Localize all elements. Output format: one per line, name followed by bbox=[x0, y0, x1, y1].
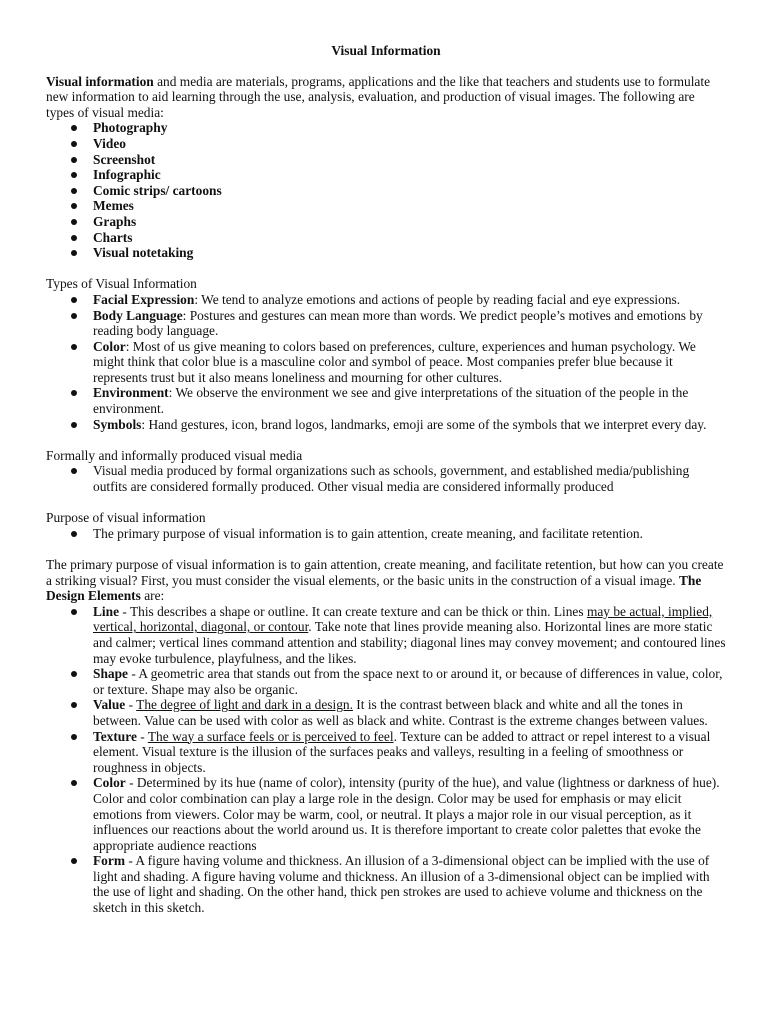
list-item bbox=[46, 167, 726, 183]
element-term: Value bbox=[93, 697, 126, 713]
type-text: : Hand gestures, icon, brand logos, landmarks, emoji are some of the symbols that we interpret every day. bbox=[141, 416, 707, 432]
element-text: - Determined by its hue (name of color), intensity (purity of the hue), and value (lightness or darkness of hue). Color and color combination can play a large role in the design. Color may be used for emphasis or may elicit emotions from viewers. Color may be warm, cool, or neutral. It plays a major role in our visual perception, as it influences our reactions about the world around us. It is therefore important to create color palettes that evoke the appropriate audience reactions bbox=[93, 775, 720, 853]
design-intro-bold: The Design Elements bbox=[46, 572, 702, 604]
list-item bbox=[46, 292, 726, 308]
element-underlined-text: The way a surface feels or is perceived to feel bbox=[147, 728, 394, 744]
media-type-label: Photography bbox=[93, 120, 168, 136]
document-page bbox=[46, 43, 726, 916]
type-term: Environment bbox=[93, 385, 169, 401]
element-term: Texture bbox=[93, 728, 137, 744]
formal-list bbox=[46, 463, 726, 494]
media-type-label: Infographic bbox=[93, 167, 161, 183]
intro-bold: Visual information bbox=[46, 73, 154, 89]
list-item bbox=[46, 230, 726, 246]
type-term: Symbols bbox=[93, 416, 142, 432]
media-type-label: Memes bbox=[93, 198, 134, 214]
media-type-label: Comic strips/ cartoons bbox=[93, 182, 222, 198]
list-item bbox=[46, 120, 726, 136]
element-text: - This describes a shape or outline. It can create texture and can be thick or thin. Lines bbox=[119, 603, 587, 619]
purpose-list bbox=[46, 526, 726, 542]
design-intro-paragraph bbox=[46, 557, 726, 604]
intro-paragraph bbox=[46, 74, 726, 121]
list-item bbox=[46, 136, 726, 152]
document-title: Visual Information bbox=[331, 43, 441, 58]
element-term: Form bbox=[93, 853, 125, 869]
element-term: Color bbox=[93, 775, 126, 791]
design-elements-list bbox=[46, 604, 726, 916]
purpose-heading: Purpose of visual information bbox=[46, 510, 206, 526]
type-text: : Postures and gestures can mean more than words. We predict people’s motives and emotions by reading body language. bbox=[93, 307, 703, 339]
list-item bbox=[46, 385, 726, 416]
list-item: Visual media produced by formal organizations such as schools, government, and established media/publishing outfits are considered formally produced. Other visual media are considered informally produced bbox=[46, 463, 726, 494]
list-item bbox=[46, 417, 726, 433]
list-item bbox=[46, 666, 726, 697]
element-text-tail: . Texture can be added to attract or repel interest to a visual element. Visual texture is the illusion of the surfaces peaks and valleys, resulting in a feeling of smoothness or roughness in objects. bbox=[93, 728, 711, 775]
list-item bbox=[46, 198, 726, 214]
media-type-label: Visual notetaking bbox=[93, 245, 194, 261]
element-text: - A geometric area that stands out from the space next to or around it, or because of differences in value, color, or texture. Shape may also be organic. bbox=[93, 666, 723, 697]
type-term: Color bbox=[93, 338, 126, 354]
media-type-label: Charts bbox=[93, 229, 133, 245]
media-types-list bbox=[46, 120, 726, 260]
element-text: - bbox=[125, 697, 137, 713]
media-type-label: Video bbox=[93, 135, 126, 151]
type-text: : We observe the environment we see and give interpretations of the situation of the people in the environment. bbox=[93, 385, 689, 417]
element-text: - bbox=[136, 728, 148, 744]
list-item bbox=[46, 152, 726, 168]
list-item: The primary purpose of visual information is to gain attention, create meaning, and facilitate retention. bbox=[46, 526, 726, 542]
element-underlined-text: The degree of light and dark in a design. bbox=[136, 697, 353, 713]
element-term: Shape bbox=[93, 666, 128, 682]
design-intro-text: The primary purpose of visual information is to gain attention, create meaning, and facilitate retention, but how can you create a striking visual? First, you must consider the visual elements, or the basic units in the construction of a visual image. bbox=[46, 557, 724, 588]
types-heading: Types of Visual Information bbox=[46, 276, 197, 292]
type-text: : We tend to analyze emotions and actions of people by reading facial and eye expressions. bbox=[194, 291, 681, 307]
design-intro-tail: are: bbox=[140, 588, 165, 604]
list-item bbox=[46, 245, 726, 261]
list-item bbox=[46, 308, 726, 339]
list-item bbox=[46, 775, 726, 853]
list-item bbox=[46, 729, 726, 776]
element-text-tail: It is the contrast between black and white and all the tones in between. Value can be used with color as well as black and white. Contrast is the extreme changes between values. bbox=[93, 697, 708, 728]
types-list bbox=[46, 292, 726, 432]
element-underlined-text: may be actual, implied, vertical, horizontal, diagonal, or contour bbox=[93, 603, 713, 635]
element-text: - A figure having volume and thickness. An illusion of a 3-dimensional object can be implied with the use of light and shading. A figure having volume and thickness. An illusion of a 3-dimensional object can be implied with the use of light and shading. On the other hand, thick pen strokes are used to achieve volume and thickness on the sketch in this sketch. bbox=[93, 853, 710, 916]
formal-heading: Formally and informally produced visual media bbox=[46, 447, 303, 463]
type-text: : Most of us give meaning to colors based on preferences, culture, experiences and human psychology. We might think that color blue is a masculine color and symbol of peace. Most companies prefer blue because it represents trust but it also means loneliness and mourning for other cultures. bbox=[93, 338, 696, 385]
element-text-tail: . Take note that lines provide meaning also. Horizontal lines are more static and calmer; vertical lines command attention and stability; diagonal lines may convey movement; and contoured lines may evoke turbulence, playfulness, and the likes. bbox=[93, 619, 726, 666]
list-item bbox=[46, 339, 726, 386]
list-item bbox=[46, 214, 726, 230]
list-item bbox=[46, 853, 726, 915]
list-item bbox=[46, 183, 726, 199]
intro-text: and media are materials, programs, applications and the like that teachers and students use to formulate new information to aid learning through the use, analysis, evaluation, and production of visual images. The following are types of visual media: bbox=[46, 73, 711, 120]
media-type-label: Graphs bbox=[93, 213, 137, 229]
type-term: Facial Expression bbox=[93, 291, 195, 307]
element-term: Line bbox=[93, 603, 120, 619]
list-item bbox=[46, 697, 726, 728]
media-type-label: Screenshot bbox=[93, 151, 156, 167]
list-item bbox=[46, 604, 726, 666]
type-term: Body Language bbox=[93, 307, 183, 323]
